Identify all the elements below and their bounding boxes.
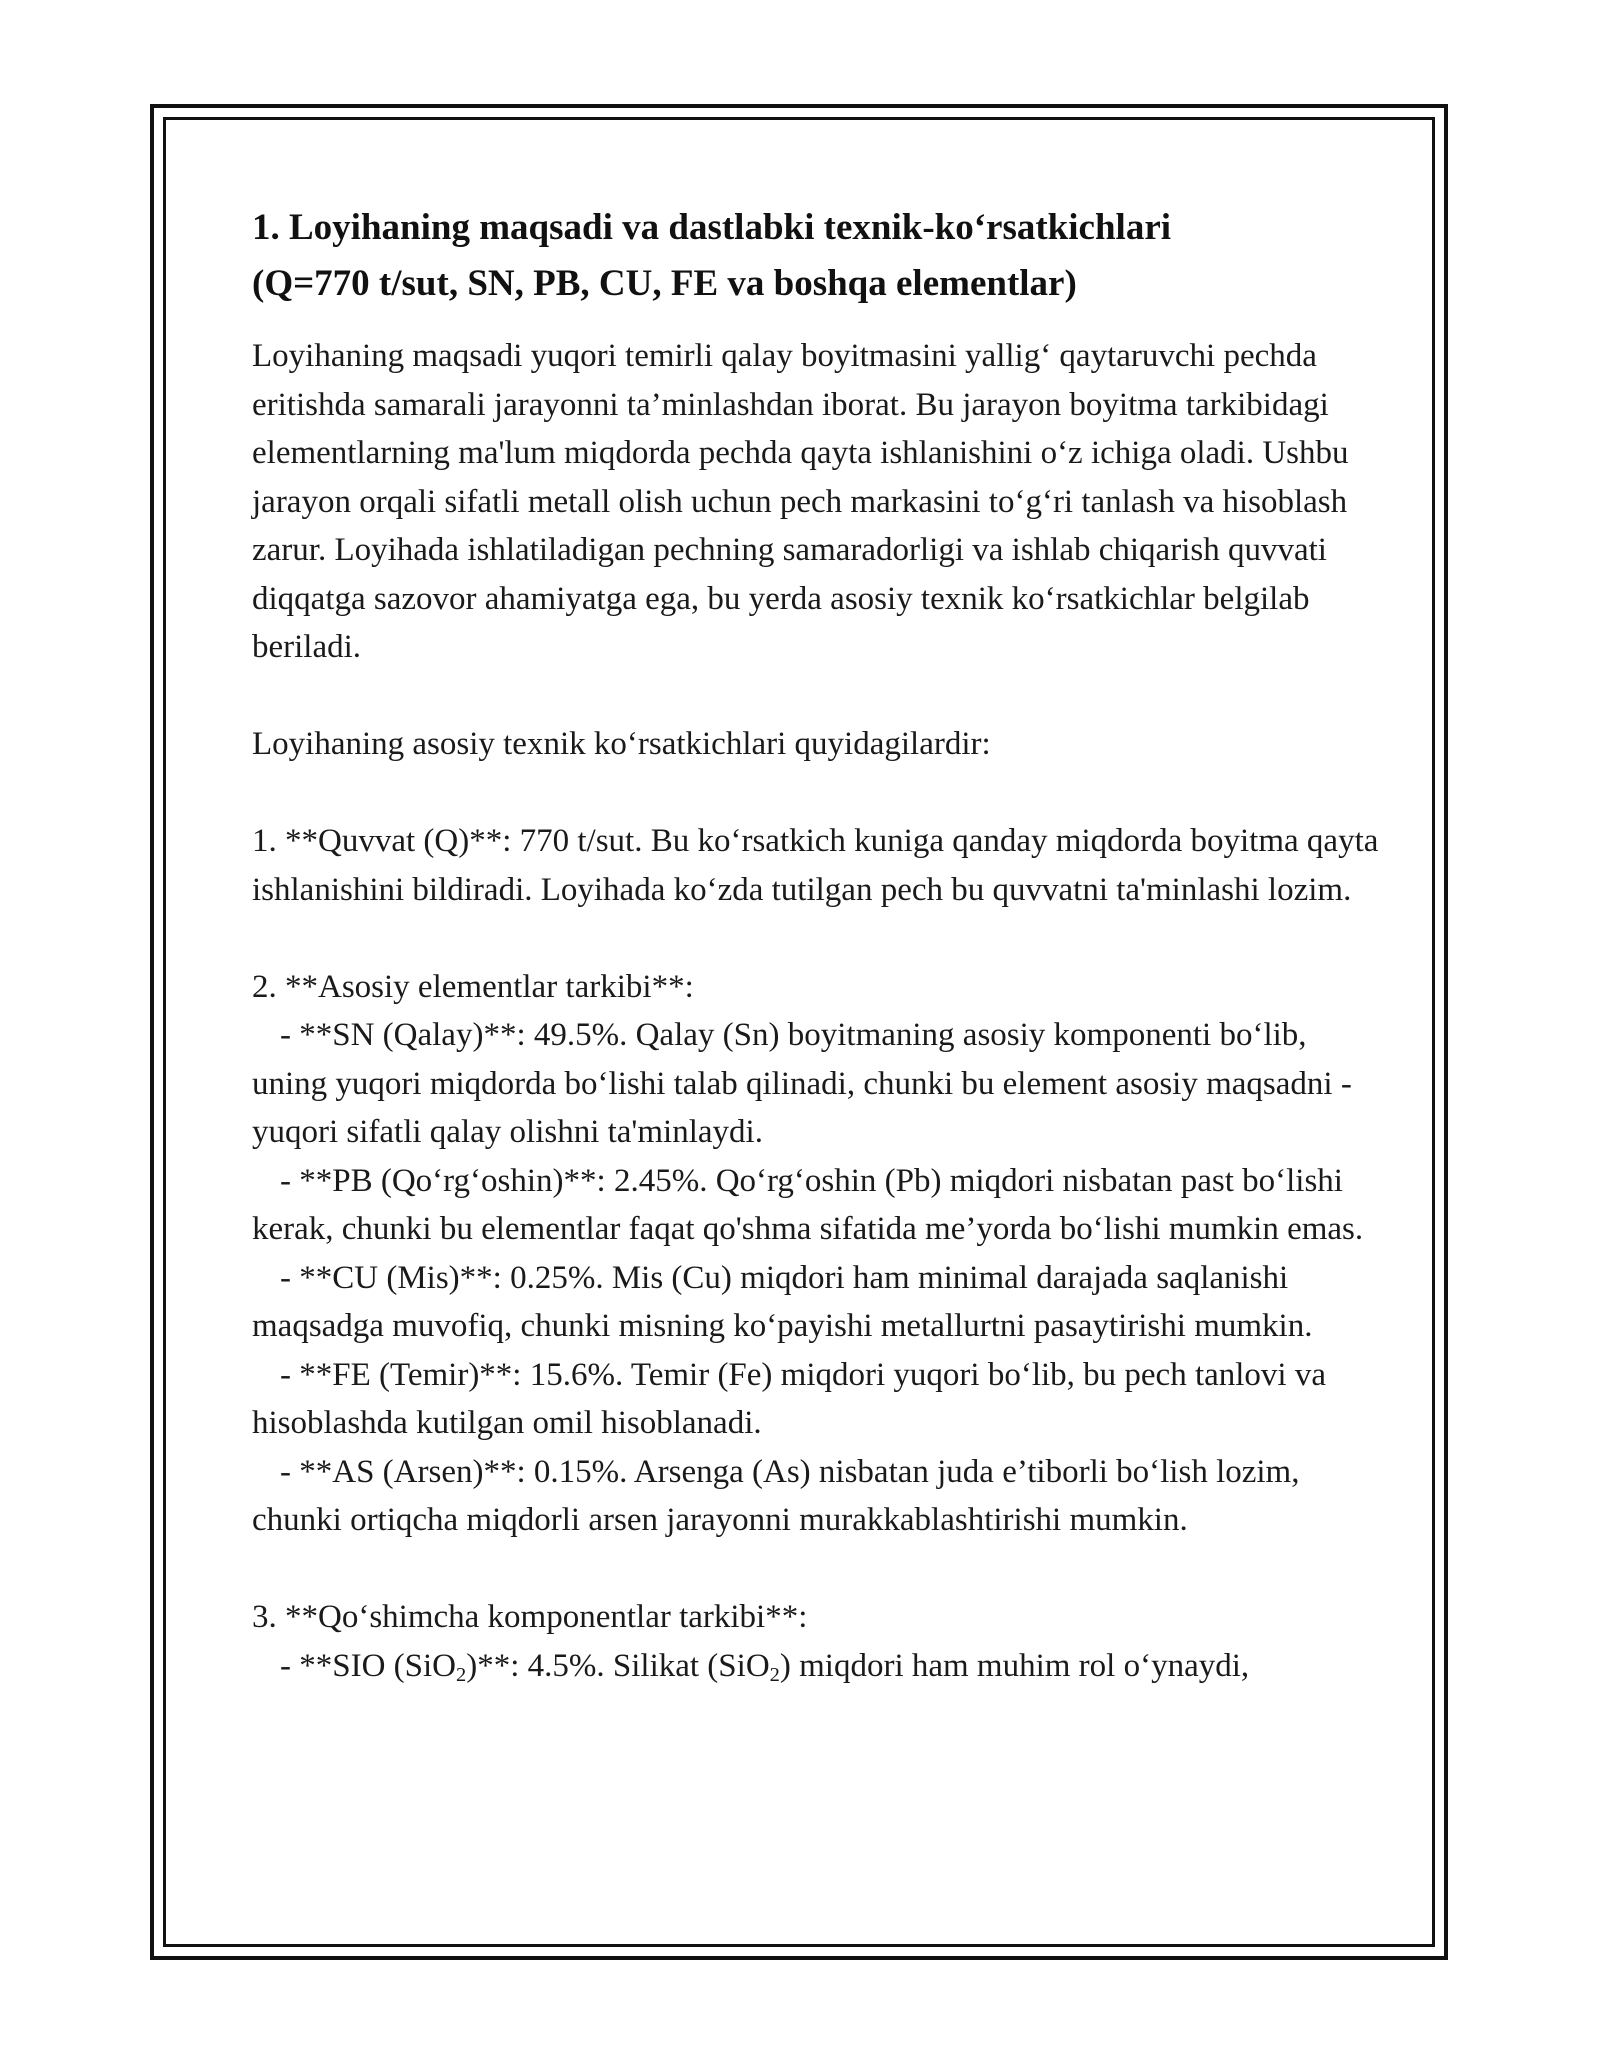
element-cu-text: - **CU (Mis)**: 0.25%. Mis (Cu) miqdori ham minimal darajada saqlanishi maqsadga muvofiq, chunki misning koʻpayishi metallurtni pasaytirishi mumkin. bbox=[252, 1259, 1313, 1344]
component-sio2-text-2: )**: 4.5%. Silikat (SiO bbox=[466, 1647, 770, 1684]
paragraph-gap bbox=[252, 914, 1382, 963]
subscript-2: 2 bbox=[769, 1663, 780, 1686]
paragraph-gap bbox=[252, 1545, 1382, 1594]
section-title bbox=[252, 200, 1382, 312]
page-border-inner bbox=[163, 117, 1435, 1947]
lead-paragraph: Loyihaning asosiy texnik koʻrsatkichlari quyidagilardir: bbox=[252, 726, 991, 762]
list-item-main-elements-heading: 2. **Asosiy elementlar tarkibi**: bbox=[252, 968, 694, 1005]
list-item-additional-components-heading: 3. **Qoʻshimcha komponentlar tarkibi**: bbox=[252, 1599, 808, 1635]
component-sio2 bbox=[252, 1642, 1382, 1691]
section-title-line-2: (Q=770 t/sut, SN, PB, CU, FE va boshqa elementlar) bbox=[252, 263, 1077, 304]
element-sn bbox=[252, 1011, 1382, 1157]
element-as bbox=[252, 1448, 1382, 1545]
element-pb bbox=[252, 1157, 1382, 1254]
component-sio2-text-1: - **SIO (SiO bbox=[280, 1647, 457, 1684]
document-body bbox=[252, 200, 1382, 1690]
page-border bbox=[150, 104, 1448, 1960]
paragraph-gap bbox=[252, 769, 1382, 818]
element-sn-text: - **SN (Qalay)**: 49.5%. Qalay (Sn) boyitmaning asosiy komponenti boʻlib, uning yuqori miqdorda boʻlishi talab qilinadi, chunki bu element asosiy maqsadni - yuqori sifatli qalay olishni ta'minlaydi. bbox=[252, 1017, 1352, 1150]
section-title-line-1: 1. Loyihaning maqsadi va dastlabki texnik-koʻrsatkichlari bbox=[252, 207, 1172, 248]
component-sio2-text-3: ) miqdori ham muhim rol oʻynaydi, bbox=[779, 1647, 1250, 1684]
component-sio2-indent bbox=[252, 1648, 1249, 1684]
element-as-text: - **AS (Arsen)**: 0.15%. Arsenga (As) nisbatan juda e’tiborli boʻlish lozim, chunki ortiqcha miqdorli arsen jarayonni murakkablashtirishi mumkin. bbox=[252, 1453, 1300, 1538]
element-pb-text: - **PB (Qoʻrgʻoshin)**: 2.45%. Qoʻrgʻoshin (Pb) miqdori nisbatan past boʻlishi kerak, chunki bu elementlar faqat qo'shma sifatida me’yorda boʻlishi mumkin emas. bbox=[252, 1162, 1364, 1247]
element-cu bbox=[252, 1254, 1382, 1351]
list-item-capacity: 1. **Quvvat (Q)**: 770 t/sut. Bu koʻrsatkich kuniga qanday miqdorda boyitma qayta ishlanishini bildiradi. Loyihada koʻzda tutilgan pech bu quvvatni ta'minlashi lozim. bbox=[252, 823, 1379, 908]
subscript-2: 2 bbox=[456, 1663, 467, 1686]
intro-paragraph: Loyihaning maqsadi yuqori temirli qalay boyitmasini yallig‘ qaytaruvchi pechda eritishda samarali jarayonni ta’minlashdan iborat. Bu jarayon boyitma tarkibidagi elementlarning ma'lum miqdorda pechda qayta ishlanishini oʻz ichiga oladi. Ushbu jarayon orqali sifatli metall olish uchun pech markasini toʻgʻri tanlash va hisoblash zarur. Loyihada ishlatiladigan pechning samaradorligi va ishlab chiqarish quvvati diqqatga sazovor ahamiyatga ega, bu yerda asosiy texnik koʻrsatkichlar belgilab beriladi. bbox=[252, 338, 1349, 665]
element-fe bbox=[252, 1351, 1382, 1448]
paragraph-gap bbox=[252, 672, 1382, 721]
element-fe-text: - **FE (Temir)**: 15.6%. Temir (Fe) miqdori yuqori boʻlib, bu pech tanlovi va hisoblashda kutilgan omil hisoblanadi. bbox=[252, 1356, 1326, 1441]
